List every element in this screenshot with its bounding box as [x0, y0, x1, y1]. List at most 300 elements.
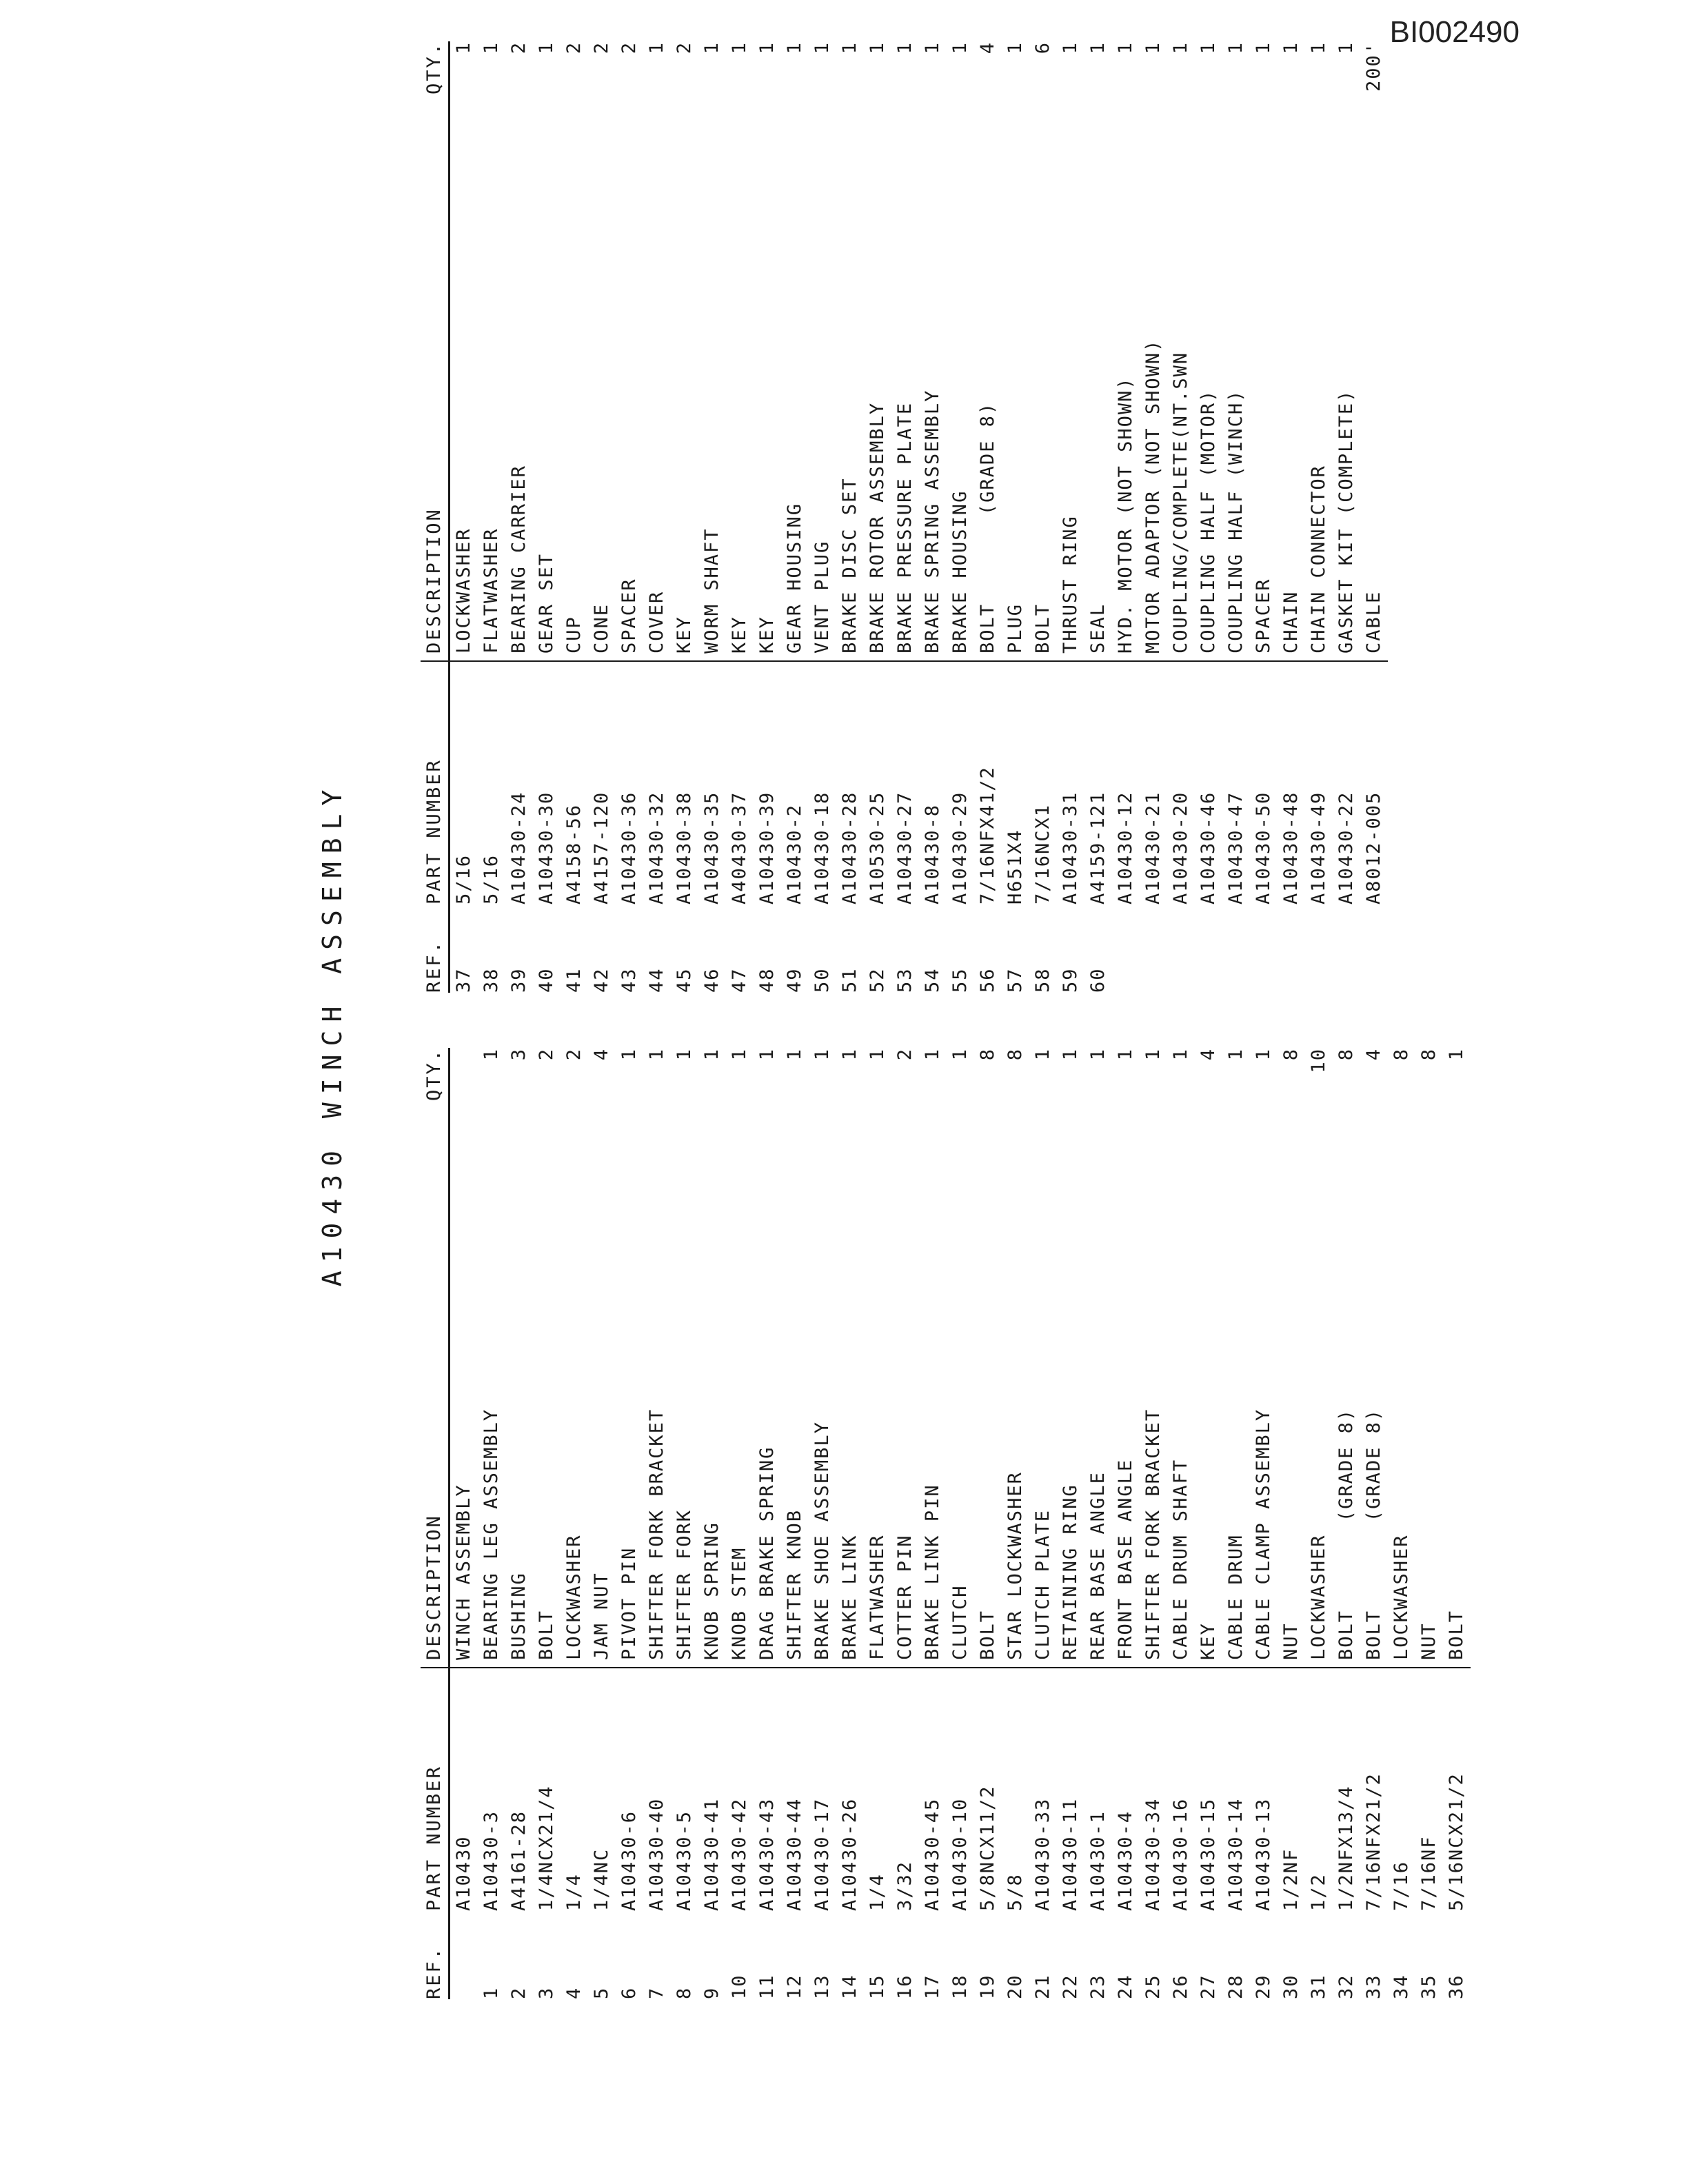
- qty-cell: 8: [1391, 1048, 1412, 1061]
- table-row: [450, 1048, 478, 1999]
- qty-cell: 1: [922, 1048, 943, 1061]
- part-number-cell: A10430-16: [1170, 1797, 1191, 1911]
- part-number-cell: A10430-15: [1198, 1797, 1219, 1911]
- description-cell: STAR LOCKWASHER: [1002, 1158, 1029, 1668]
- part-number-cell: A10430-40: [646, 1797, 667, 1911]
- table-row: [1278, 1048, 1305, 1999]
- description-cell: NUT: [1278, 1158, 1305, 1668]
- description-cell: SHIFTER KNOB: [781, 1158, 809, 1668]
- parts-list-sheet: [317, 34, 1489, 2034]
- description-cell: CABLE: [1360, 152, 1388, 662]
- ref-cell: [1250, 910, 1278, 993]
- part-number-cell: A10430-18: [811, 791, 833, 904]
- description-cell: VENT PLUG: [809, 152, 836, 662]
- part-number-cell: A4159-121: [1087, 791, 1109, 904]
- qty-cell: 1: [1253, 1048, 1274, 1061]
- ref-cell: 26: [1170, 1974, 1191, 1999]
- qty-cell: 1: [729, 1048, 750, 1061]
- table-row: [781, 1048, 809, 1999]
- part-number-cell: A10430-2: [784, 803, 805, 904]
- ref-cell: 12: [784, 1974, 805, 1999]
- ref-cell: 41: [563, 967, 585, 993]
- qty-cell: 2: [894, 1048, 916, 1061]
- part-number-cell: A10430-41: [701, 1797, 723, 1911]
- part-number-cell: 7/16NFX21/2: [1363, 1772, 1384, 1911]
- description-cell: CHAIN CONNECTOR: [1305, 152, 1333, 662]
- qty-cell: 1: [1225, 1048, 1247, 1061]
- table-row: [533, 1048, 561, 1999]
- description-cell: KNOB STEM: [726, 1158, 754, 1668]
- ref-cell: 4: [563, 1986, 585, 1999]
- description-cell: RETAINING RING: [1057, 1158, 1084, 1668]
- table-row: [809, 41, 836, 993]
- table-row: [974, 41, 1002, 993]
- part-number-cell: A10430-13: [1253, 1797, 1274, 1911]
- table-row: [1360, 41, 1388, 993]
- part-number-cell: A10430-36: [618, 791, 640, 904]
- qty-cell: 4: [1198, 1048, 1219, 1061]
- part-number-cell: A10430-46: [1198, 791, 1219, 904]
- ref-cell: 46: [701, 967, 723, 993]
- table-row: [864, 41, 891, 993]
- description-cell: KEY: [754, 152, 781, 662]
- ref-cell: 52: [867, 967, 888, 993]
- qty-cell: 6: [1032, 41, 1053, 54]
- qty-cell: 4: [977, 41, 998, 54]
- qty-cell: 1: [1142, 1048, 1164, 1061]
- description-cell: CUP: [561, 152, 588, 662]
- ref-cell: 55: [949, 967, 971, 993]
- qty-cell: 2: [591, 41, 612, 54]
- part-number-cell: A10430-17: [811, 1797, 833, 1911]
- ref-cell: 49: [784, 967, 805, 993]
- table-row: [1443, 1048, 1471, 1999]
- table-row: [671, 41, 698, 993]
- ref-cell: 27: [1198, 1974, 1219, 1999]
- qty-cell: 2: [563, 41, 585, 54]
- table-row: [1195, 1048, 1222, 1999]
- part-number-cell: A10430-29: [949, 791, 971, 904]
- qty-cell: 8: [1280, 1048, 1302, 1061]
- part-number-cell: 7/16: [1391, 1860, 1412, 1911]
- table-row: [561, 41, 588, 993]
- part-number-cell: A4158-56: [563, 803, 585, 904]
- ref-cell: 3: [536, 1986, 557, 1999]
- qty-cell: 3: [508, 1048, 529, 1061]
- description-cell: BOLT: [533, 1158, 561, 1668]
- ref-cell: 36: [1446, 1974, 1467, 1999]
- ref-cell: 20: [1005, 1974, 1026, 1999]
- qty-cell: 1: [811, 1048, 833, 1061]
- qty-cell: 1: [618, 1048, 640, 1061]
- part-number-cell: A10430-49: [1308, 791, 1329, 904]
- table-rows-left: [450, 1048, 1471, 1999]
- ref-cell: 50: [811, 967, 833, 993]
- table-row: [1167, 41, 1195, 993]
- table-row: [1084, 41, 1112, 993]
- table-row: [643, 1048, 671, 1999]
- description-cell: PLUG: [1002, 152, 1029, 662]
- part-number-cell: A10430: [453, 1835, 474, 1911]
- qty-cell: 2: [618, 41, 640, 54]
- part-number-cell: A10430-35: [701, 791, 723, 904]
- ref-cell: 16: [894, 1974, 916, 1999]
- qty-cell: 1: [481, 41, 502, 54]
- qty-cell: 1: [1170, 41, 1191, 54]
- qty-cell: 1: [756, 41, 778, 54]
- description-cell: JAM NUT: [588, 1158, 616, 1668]
- qty-cell: 1: [1005, 41, 1026, 54]
- description-cell: CONE: [588, 152, 616, 662]
- description-cell: DRAG BRAKE SPRING: [754, 1158, 781, 1668]
- part-number-cell: A10430-10: [949, 1797, 971, 1911]
- description-cell: KEY: [726, 152, 754, 662]
- table-row: [505, 1048, 533, 1999]
- description-cell: BOLT (GRADE 8): [974, 152, 1002, 662]
- qty-cell: 1: [839, 1048, 860, 1061]
- part-number-cell: 1/2NFX13/4: [1335, 1785, 1357, 1911]
- qty-cell: 1: [1115, 1048, 1136, 1061]
- part-number-cell: 1/4: [563, 1873, 585, 1911]
- description-cell: BOLT (GRADE 8): [1360, 1158, 1388, 1668]
- qty-cell: 1: [1225, 41, 1247, 54]
- ref-cell: 2: [508, 1986, 529, 1999]
- description-cell: GEAR SET: [533, 152, 561, 662]
- description-cell: BRAKE SPRING ASSEMBLY: [919, 152, 947, 662]
- part-number-cell: A10430-3: [481, 1810, 502, 1911]
- table-row: [754, 1048, 781, 1999]
- qty-cell: 1: [811, 41, 833, 54]
- qty-cell: 1: [1142, 41, 1164, 54]
- table-row: [947, 41, 974, 993]
- ref-cell: 15: [867, 1974, 888, 1999]
- description-cell: SHIFTER FORK BRACKET: [1140, 1158, 1167, 1668]
- description-cell: KEY: [1195, 1158, 1222, 1668]
- ref-cell: 57: [1005, 967, 1026, 993]
- table-row: [919, 41, 947, 993]
- qty-cell: 1: [1280, 41, 1302, 54]
- part-number-cell: A10430-42: [729, 1797, 750, 1911]
- table-row: [1250, 41, 1278, 993]
- table-row: [726, 1048, 754, 1999]
- ref-cell: 31: [1308, 1974, 1329, 1999]
- part-number-cell: A10430-28: [839, 791, 860, 904]
- table-row: [1388, 1048, 1415, 1999]
- part-number-cell: A10430-33: [1032, 1797, 1053, 1911]
- table-row: [809, 1048, 836, 1999]
- part-number-cell: A40430-37: [729, 791, 750, 904]
- table-rows-right: [450, 41, 1388, 993]
- description-cell: REAR BASE ANGLE: [1084, 1158, 1112, 1668]
- ref-cell: 38: [481, 967, 502, 993]
- description-cell: SEAL: [1084, 152, 1112, 662]
- description-cell: GEAR HOUSING: [781, 152, 809, 662]
- part-number-cell: A10430-22: [1335, 791, 1357, 904]
- ref-cell: 40: [536, 967, 557, 993]
- table-row: [864, 1048, 891, 1999]
- qty-cell: 1: [1308, 41, 1329, 54]
- table-row: [588, 1048, 616, 1999]
- ref-cell: [1140, 910, 1167, 993]
- table-row: [1002, 1048, 1029, 1999]
- table-row: [1195, 41, 1222, 993]
- qty-cell: 1: [756, 1048, 778, 1061]
- ref-cell: 11: [756, 1974, 778, 1999]
- table-row: [671, 1048, 698, 1999]
- part-number-cell: A10430-31: [1060, 791, 1081, 904]
- part-number-cell: H651X4: [1005, 829, 1026, 904]
- table-row: [533, 41, 561, 993]
- part-number-cell: A10430-14: [1225, 1797, 1247, 1911]
- description-cell: WINCH ASSEMBLY: [450, 1158, 478, 1668]
- description-cell: HYD. MOTOR (NOT SHOWN): [1112, 152, 1140, 662]
- qty-cell: 1: [481, 1048, 502, 1061]
- part-number-cell: 5/16: [481, 853, 502, 904]
- table-row: [1084, 1048, 1112, 1999]
- part-number-cell: A4161-28: [508, 1810, 529, 1911]
- part-number-cell: 1/2NF: [1280, 1848, 1302, 1911]
- description-cell: CLUTCH: [947, 1158, 974, 1668]
- ref-cell: 23: [1087, 1974, 1109, 1999]
- description-cell: SPACER: [616, 152, 643, 662]
- ref-cell: 53: [894, 967, 916, 993]
- part-number-cell: A10430-27: [894, 791, 916, 904]
- qty-cell: 1: [1446, 1048, 1467, 1061]
- ref-cell: [1278, 910, 1305, 993]
- description-cell: BEARING LEG ASSEMBLY: [478, 1158, 505, 1668]
- part-number-cell: A10430-11: [1060, 1797, 1081, 1911]
- part-number-cell: A10430-8: [922, 803, 943, 904]
- ref-cell: 8: [674, 1986, 695, 1999]
- table-header: [421, 41, 450, 993]
- qty-cell: 8: [977, 1048, 998, 1061]
- qty-cell: 1: [453, 41, 474, 54]
- ref-cell: 6: [618, 1986, 640, 1999]
- qty-cell: [450, 1048, 478, 1158]
- table-row: [754, 41, 781, 993]
- ref-cell: 19: [977, 1974, 998, 1999]
- table-row: [919, 1048, 947, 1999]
- description-cell: SHIFTER FORK: [671, 1158, 698, 1668]
- ref-cell: 45: [674, 967, 695, 993]
- part-number-cell: A10430-6: [618, 1810, 640, 1911]
- ref-cell: 30: [1280, 1974, 1302, 1999]
- description-cell: THRUST RING: [1057, 152, 1084, 662]
- qty-cell: 1: [867, 1048, 888, 1061]
- qty-cell: 8: [1005, 1048, 1026, 1061]
- qty-cell: 2: [674, 41, 695, 54]
- part-number-cell: 7/16NF: [1418, 1835, 1440, 1911]
- description-cell: BRAKE ROTOR ASSEMBLY: [864, 152, 891, 662]
- part-number-cell: A10430-12: [1115, 791, 1136, 904]
- ref-cell: [1305, 910, 1333, 993]
- part-number-cell: 5/8NCX11/2: [977, 1785, 998, 1911]
- part-number-cell: 1/4NC: [591, 1848, 612, 1911]
- description-cell: MOTOR ADAPTOR (NOT SHOWN): [1140, 152, 1167, 662]
- table-row: [1278, 41, 1305, 993]
- part-number-cell: A10430-39: [756, 791, 778, 904]
- description-cell: BEARING CARRIER: [505, 152, 533, 662]
- qty-cell: 1: [784, 1048, 805, 1061]
- ref-cell: 9: [701, 1986, 723, 1999]
- qty-cell: 1: [949, 1048, 971, 1061]
- ref-cell: 42: [591, 967, 612, 993]
- description-cell: BRAKE LINK: [836, 1158, 864, 1668]
- part-number-cell: 5/16NCX21/2: [1446, 1772, 1467, 1911]
- part-number-cell: 3/32: [894, 1860, 916, 1911]
- description-cell: BRAKE LINK PIN: [919, 1158, 947, 1668]
- qty-cell: 1: [1032, 1048, 1053, 1061]
- table-row: [836, 1048, 864, 1999]
- part-number-cell: 1/4: [867, 1873, 888, 1911]
- qty-cell: 200': [1363, 41, 1384, 92]
- qty-cell: 1: [894, 41, 916, 54]
- table-row: [616, 1048, 643, 1999]
- table-row: [1305, 1048, 1333, 1999]
- table-row: [1002, 41, 1029, 993]
- ref-cell: 21: [1032, 1974, 1053, 1999]
- description-cell: CLUTCH PLATE: [1029, 1158, 1057, 1668]
- table-row: [1112, 1048, 1140, 1999]
- description-cell: WORM SHAFT: [698, 152, 726, 662]
- ref-header: REF.: [423, 939, 445, 993]
- table-row: [698, 1048, 726, 1999]
- ref-cell: 58: [1032, 967, 1053, 993]
- table-row: [1057, 41, 1084, 993]
- ref-cell: 35: [1418, 1974, 1440, 1999]
- description-cell: LOCKWASHER: [450, 152, 478, 662]
- qty-cell: 1: [867, 41, 888, 54]
- qty-cell: 1: [1170, 1048, 1191, 1061]
- ref-cell: [1195, 910, 1222, 993]
- part-number-cell: A10430-48: [1280, 791, 1302, 904]
- part-number-cell: A10430-30: [536, 791, 557, 904]
- table-row: [891, 1048, 919, 1999]
- table-header: [421, 1048, 450, 1999]
- part-number-cell: A10430-44: [784, 1797, 805, 1911]
- table-row: [1222, 41, 1250, 993]
- part-number-cell: 7/16NFX41/2: [977, 766, 998, 904]
- description-cell: COTTER PIN: [891, 1158, 919, 1668]
- description-cell: LOCKWASHER: [561, 1158, 588, 1668]
- part-number-cell: A10430-20: [1170, 791, 1191, 904]
- table-row: [561, 1048, 588, 1999]
- description-cell: LOCKWASHER: [1388, 1158, 1415, 1668]
- description-cell: FRONT BASE ANGLE: [1112, 1158, 1140, 1668]
- part-number-header: PART NUMBER: [423, 758, 445, 904]
- table-row: [1029, 41, 1057, 993]
- qty-cell: 1: [729, 41, 750, 54]
- qty-cell: 8: [1418, 1048, 1440, 1061]
- description-cell: BRAKE DISC SET: [836, 152, 864, 662]
- description-cell: BRAKE HOUSING: [947, 152, 974, 662]
- ref-cell: 39: [508, 967, 529, 993]
- ref-cell: 18: [949, 1974, 971, 1999]
- part-number-cell: A10430-24: [508, 791, 529, 904]
- qty-cell: 1: [949, 41, 971, 54]
- description-cell: BOLT: [1029, 152, 1057, 662]
- ref-cell: 59: [1060, 967, 1081, 993]
- part-number-cell: 5/8: [1005, 1873, 1026, 1911]
- table-row: [478, 1048, 505, 1999]
- ref-cell: 33: [1363, 1974, 1384, 1999]
- table-row: [1112, 41, 1140, 993]
- description-cell: BOLT: [1443, 1158, 1471, 1668]
- ref-cell: 29: [1253, 1974, 1274, 1999]
- table-row: [1167, 1048, 1195, 1999]
- qty-cell: 1: [646, 1048, 667, 1061]
- ref-cell: [1333, 910, 1360, 993]
- part-number-cell: A4157-120: [591, 791, 612, 904]
- table-row: [1057, 1048, 1084, 1999]
- table-row: [505, 41, 533, 993]
- description-cell: COUPLING HALF (MOTOR): [1195, 152, 1222, 662]
- ref-cell: 24: [1115, 1974, 1136, 1999]
- ref-cell: [1167, 910, 1195, 993]
- part-number-cell: A10430-47: [1225, 791, 1247, 904]
- description-cell: CABLE CLAMP ASSEMBLY: [1250, 1158, 1278, 1668]
- part-number-cell: 1/2: [1308, 1873, 1329, 1911]
- ref-cell: 1: [481, 1986, 502, 1999]
- part-number-cell: A10430-34: [1142, 1797, 1164, 1911]
- table-row: [1222, 1048, 1250, 1999]
- description-cell: PIVOT PIN: [616, 1158, 643, 1668]
- description-cell: BRAKE SHOE ASSEMBLY: [809, 1158, 836, 1668]
- qty-header: QTY.: [423, 1048, 445, 1102]
- table-row: [478, 41, 505, 993]
- ref-cell: 17: [922, 1974, 943, 1999]
- table-row: [836, 41, 864, 993]
- qty-cell: 2: [508, 41, 529, 54]
- table-row: [1140, 1048, 1167, 1999]
- qty-cell: 1: [701, 41, 723, 54]
- ref-cell: 47: [729, 967, 750, 993]
- ref-cell: 51: [839, 967, 860, 993]
- table-row: [1305, 41, 1333, 993]
- part-number-cell: A10430-43: [756, 1797, 778, 1911]
- qty-cell: 10: [1308, 1048, 1329, 1073]
- ref-cell: [450, 1917, 478, 1999]
- table-row: [1333, 41, 1360, 993]
- qty-cell: 1: [1060, 41, 1081, 54]
- ref-cell: 28: [1225, 1974, 1247, 1999]
- ref-cell: [1222, 910, 1250, 993]
- ref-cell: 5: [591, 1986, 612, 1999]
- qty-cell: 1: [922, 41, 943, 54]
- table-row: [616, 41, 643, 993]
- ref-cell: 48: [756, 967, 778, 993]
- description-cell: SHIFTER FORK BRACKET: [643, 1158, 671, 1668]
- ref-cell: 13: [811, 1974, 833, 1999]
- table-row: [643, 41, 671, 993]
- ref-cell: 34: [1391, 1974, 1412, 1999]
- qty-cell: 1: [1060, 1048, 1081, 1061]
- description-cell: COVER: [643, 152, 671, 662]
- ref-cell: 56: [977, 967, 998, 993]
- ref-cell: 10: [729, 1974, 750, 1999]
- part-number-cell: A10430-50: [1253, 791, 1274, 904]
- description-cell: CHAIN: [1278, 152, 1305, 662]
- table-row: [1415, 1048, 1443, 1999]
- ref-cell: [1112, 910, 1140, 993]
- qty-cell: 1: [1335, 41, 1357, 54]
- part-number-cell: A10430-21: [1142, 791, 1164, 904]
- table-row: [947, 1048, 974, 1999]
- qty-cell: 1: [646, 41, 667, 54]
- table-row: [781, 41, 809, 993]
- table-row: [1029, 1048, 1057, 1999]
- qty-cell: 1: [1115, 41, 1136, 54]
